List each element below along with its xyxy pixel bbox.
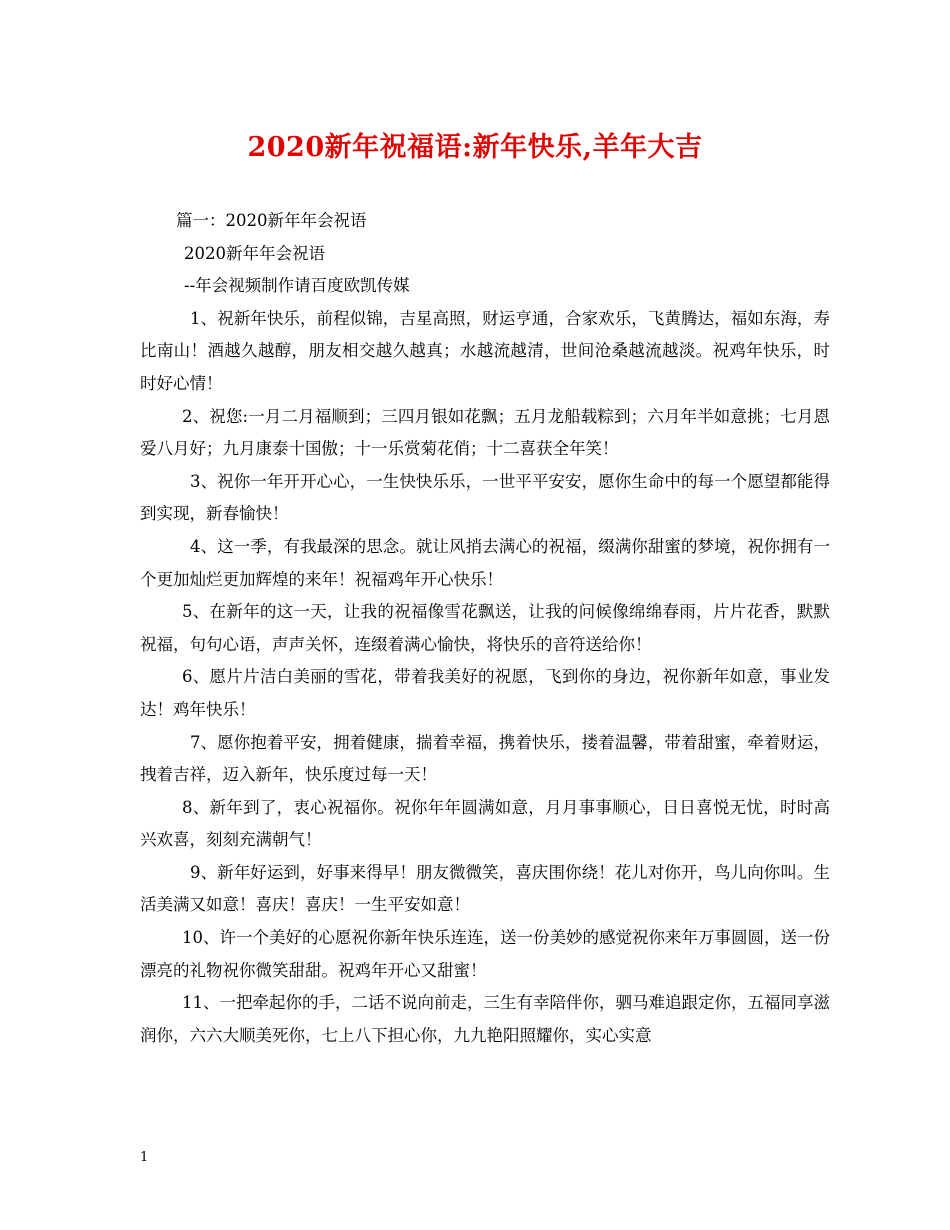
paragraph-2: 2、祝您:一月二月福顺到；三四月银如花飘；五月龙船载粽到；六月年半如意挑；七月恩爱八月好；九月康泰十国傲；十一乐赏菊花俏；十二喜获全年笑！ bbox=[140, 406, 830, 459]
paragraph-11: 11、一把牵起你的手，二话不说向前走，三生有幸陪伴你，驷马难追跟定你，五福同享滋润你，六六大顺美死你，七上八下担心你，九九艳阳照耀你，实心实意 bbox=[140, 993, 830, 1045]
page-number: 1 bbox=[140, 1150, 149, 1165]
section-heading: 篇一：2020新年年会祝语 bbox=[176, 211, 367, 230]
paragraph-6: 6、愿片片洁白美丽的雪花，带着我美好的祝愿，飞到你的身边，祝你新年如意，事业发达！鸡年快乐！ bbox=[140, 667, 830, 719]
note-line: --年会视频制作请百度欧凯传媒 bbox=[184, 276, 410, 296]
paragraph-3: 3、祝你一年开开心心，一生快快乐乐，一世平平安安，愿你生命中的每一个愿望都能得到实现，新春愉快！ bbox=[140, 471, 830, 524]
paragraph-10: 10、许一个美好的心愿祝你新年快乐连连，送一份美妙的感觉祝你来年万事圆圆，送一份漂亮的礼物祝你微笑甜甜。祝鸡年开心又甜蜜！ bbox=[140, 928, 830, 980]
paragraph-8: 8、新年到了，衷心祝福你。祝你年年圆满如意，月月事事顺心，日日喜悦无忧，时时高兴欢喜，刻刻充满朝气！ bbox=[140, 797, 830, 850]
paragraph-5: 5、在新年的这一天，让我的祝福像雪花飘送，让我的问候像绵绵春雨，片片花香，默默祝福，句句心语，声声关怀，连缀着满心愉快，将快乐的音符送给你！ bbox=[140, 602, 830, 654]
paragraph-1: 1、祝新年快乐，前程似锦，吉星高照，财运亨通，合家欢乐，飞黄腾达，福如东海，寿比南山！酒越久越醇，朋友相交越久越真；水越流越清，世间沧桑越流越淡。祝鸡年快乐，时时好心情！ bbox=[140, 308, 830, 393]
paragraph-4: 4、这一季，有我最深的思念。就让风捎去满心的祝福，缀满你甜蜜的梦境，祝你拥有一个更加灿烂更加辉煌的来年！祝福鸡年开心快乐！ bbox=[140, 536, 830, 589]
paragraph-9: 9、新年好运到，好事来得早！朋友微微笑，喜庆围你绕！花儿对你开，鸟儿向你叫。生活美满又如意！喜庆！喜庆！一生平安如意！ bbox=[140, 862, 830, 915]
document-body bbox=[140, 205, 830, 1052]
paragraph-7: 7、愿你抱着平安，拥着健康，揣着幸福，携着快乐，搂着温馨，带着甜蜜，牵着财运，拽着吉祥，迈入新年，快乐度过每一天！ bbox=[140, 732, 830, 785]
sub-heading: 2020新年年会祝语 bbox=[184, 243, 325, 263]
document-title: 2020新年祝福语:新年快乐,羊年大吉 bbox=[247, 132, 703, 163]
